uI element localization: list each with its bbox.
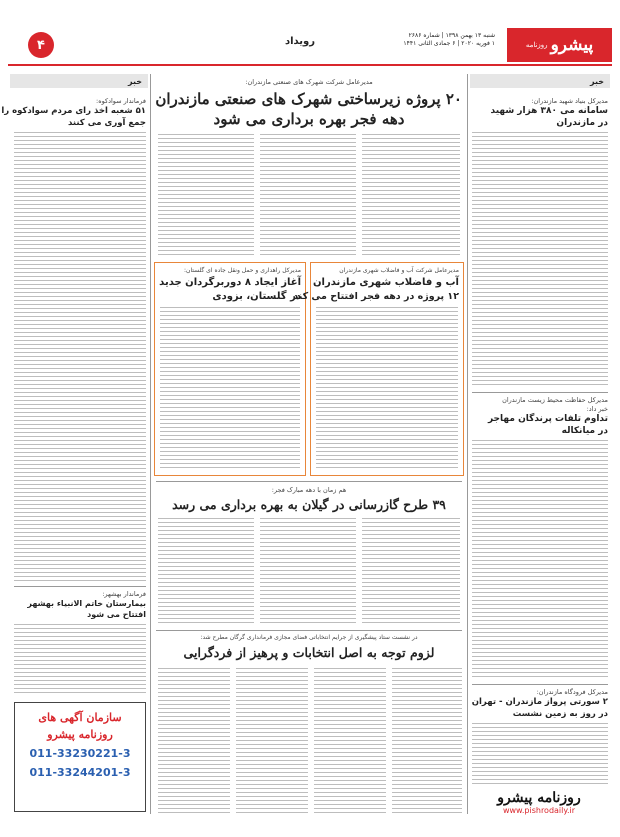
right-item3-body: [472, 723, 608, 785]
left-tag-label: خبر: [127, 76, 142, 86]
right-item2-kicker2: خبر داد:: [586, 405, 608, 413]
gas-top-rule: [156, 481, 462, 482]
lead-title-line1: ۲۰ پروژه زیرساختی شهرک های صنعتی مازندران: [155, 90, 462, 108]
right-column-tag: [470, 74, 610, 88]
section-title: رویداد: [284, 36, 316, 47]
lead-body-col3: [158, 134, 254, 256]
right-item1-kicker: مدیرکل بنیاد شهید مازندران:: [531, 97, 608, 105]
election-top-rule: [156, 630, 462, 631]
brand-url[interactable]: www.pishrodaily.ir: [502, 806, 576, 815]
header-rule: [8, 64, 612, 66]
election-body-col4: [158, 668, 230, 814]
brand-name: روزنامه پیشرو: [497, 790, 581, 806]
box-right-body: [316, 307, 458, 469]
left-item1-kicker: فرماندار سوادکوه:: [96, 97, 146, 105]
lead-title-line2: دهه فجر بهره برداری می شود: [213, 110, 405, 128]
left-item2-body: [14, 624, 146, 696]
box-left-body: [160, 307, 300, 469]
left-item2-title-line2: افتتاح می شود: [87, 610, 146, 619]
election-body-col1: [392, 668, 462, 814]
ad-phone2: 011-33244201-3: [29, 766, 131, 779]
right-item2-body: [472, 440, 608, 680]
ad-phone1: 011-33230221-3: [29, 747, 131, 760]
lead-body-col1: [362, 134, 460, 256]
dateline-line2: ۱ فوریه ۲۰۲۰ | ۶ جمادی الثانی ۱۴۴۱: [403, 40, 495, 47]
right-item1-title-line2: در مازندران: [556, 118, 608, 128]
gas-body-col1: [362, 518, 460, 624]
advertising-box[interactable]: [14, 702, 146, 812]
gas-title: ۳۹ طرح گازرسانی در گیلان به بهره برداری می رسد: [172, 497, 446, 512]
right-item3-title-line1: ۲ سورتی پرواز مازندران - تهران: [471, 697, 608, 707]
election-body-col3: [236, 668, 308, 814]
right-item3-title-line2: در روز به زمین نشست: [512, 709, 608, 719]
left-item1-title-line2: جمع آوری می کنند: [67, 118, 146, 128]
page-number-badge: ۴: [28, 32, 54, 58]
left-item2-title-line1: بیمارستان خاتم الانبیاء بهشهر: [27, 599, 146, 608]
election-title: لزوم توجه به اصل انتخابات و پرهیز از فردگرایی: [183, 645, 435, 660]
lead-kicker: مدیرعامل شرکت شهرک های صنعتی مازندران:: [245, 78, 373, 86]
gas-body-col2: [260, 518, 356, 624]
box-right-title-line2: ۱۲ پروژه در دهه فجر افتتاح می کند: [293, 291, 459, 302]
box-left-title-line2: در گلستان، بزودی: [212, 291, 301, 302]
gas-kicker: هم زمان با دهه مبارک فجر:: [271, 486, 347, 494]
box-right-kicker: مدیرعامل شرکت آب و فاضلاب شهری مازندران: [339, 267, 459, 274]
right-item1-title-line1: سامانه می ۳۸۰ هزار شهید: [490, 106, 608, 116]
right-item3-kicker: مدیرکل فرودگاه مازندران:: [536, 688, 608, 696]
box-right-title-line1: آب و فاضلاب شهری مازندران: [312, 277, 459, 288]
election-body-col2: [314, 668, 386, 814]
dateline: [345, 32, 495, 48]
column-divider-left: [150, 74, 151, 814]
ad-line1: سازمان آگهی های: [38, 711, 122, 724]
left-item2-kicker: فرماندار بهشهر:: [102, 590, 146, 598]
left-divider-1: [14, 586, 146, 587]
lead-body-col2: [260, 134, 356, 256]
election-kicker: در نشست ستاد پیشگیری از جرایم انتخاباتی فضای مجازی فرمانداری گرگان مطرح شد:: [200, 634, 418, 641]
ad-line2: روزنامه پیشرو: [47, 728, 113, 741]
right-item2-kicker: مدیرکل حفاظت محیط زیست مازندران: [502, 396, 608, 404]
dateline-line1: شنبه ۱۳ بهمن ۱۳۹۸ | شماره ۲۶۸۶: [408, 32, 495, 39]
box-story-right: [293, 262, 464, 476]
right-item2-title-line2: در میانکاله: [561, 426, 608, 436]
column-divider-right: [467, 74, 468, 814]
logo-subtext: روزنامه: [525, 41, 548, 49]
brand-footer: [472, 790, 606, 818]
box-left-kicker: مدیرکل راهداری و حمل ونقل جاده ای گلستان:: [184, 267, 301, 274]
left-item1-body: [14, 132, 146, 582]
left-item1-title-line1: ۵۱ شعبه اخذ رای مردم سوادکوه را: [1, 106, 146, 116]
masthead: [0, 28, 620, 62]
box-story-left: [154, 262, 306, 476]
newspaper-logo[interactable]: [507, 28, 612, 62]
gas-body-col3: [158, 518, 254, 624]
box-left-title-line1: آغاز ایجاد ۸ دوربرگردان جدید: [159, 277, 301, 288]
right-item2-title-line1: تداوم تلفات پرندگان مهاجر: [487, 414, 608, 424]
right-tag-label: خبر: [589, 76, 604, 86]
right-divider-1: [472, 392, 608, 393]
logo-text: پیشرو: [550, 35, 594, 55]
left-column-tag: [10, 74, 148, 88]
right-item1-body: [472, 132, 608, 388]
right-divider-2: [472, 684, 608, 685]
